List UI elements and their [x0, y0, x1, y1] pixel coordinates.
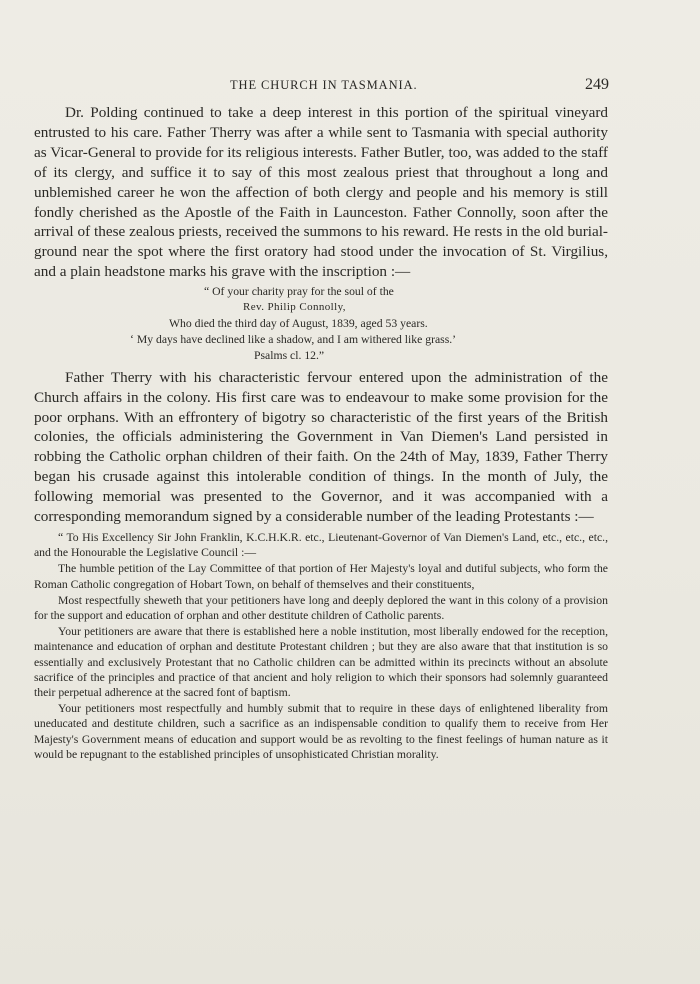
page-body — [34, 103, 608, 763]
memorial-paragraph: Your petitioners most respectfully and humbly submit that to require in these days of enlightened liberality from uneducated and destitute children, such a sacrifice as an indispensable condition to qualify them to receive from Her Majesty's Government means of education and support would be as revolting to the finest feelings of human nature as it would be repugnant to the established principles of unsophisticated Christian morality. — [34, 702, 608, 761]
headstone-inscription — [34, 284, 608, 364]
inscription-line-2: Rev. Philip Connolly, — [243, 301, 346, 314]
memorial-paragraph: The humble petition of the Lay Committee of that portion of Her Majesty's loyal and dutiful subjects, who form the Roman Catholic congregation of Hobart Town, on behalf of themselves and their constituents, — [34, 562, 608, 591]
memorial-paragraph: Your petitioners are aware that there is established here a noble institution, most liberally endowed for the reception, maintenance and education of orphan and destitute Protestant children ; but they are also aware that that institution is so essentially and exclusively Protestant that no Catholic children can be admitted within its precincts without an absolute sacrifice of the principles and practice of that ancient and holy religion to which their sponsors had solemnly guaranteed their perpetual adherence at the sacred font of baptism. — [34, 625, 608, 699]
running-head-title: THE CHURCH IN TASMANIA. — [230, 78, 418, 92]
inscription-line-4: ‘ My days have declined like a shadow, and I am withered like grass.’ — [130, 332, 457, 346]
memorial-address: “ To His Excellency Sir John Franklin, K.C.H.K.R. etc., Lieutenant-Governor of Van Diemen's Land, etc., etc., etc., and the Honourable the Legislative Council :— — [34, 530, 608, 560]
memorial-petition — [34, 530, 608, 762]
page-number: 249 — [585, 76, 609, 93]
inscription-line-1: “ Of your charity pray for the soul of the — [204, 285, 394, 299]
paragraph-therry: Father Therry with his characteristic fervour entered upon the administration of the Church affairs in the colony. His first care was to endeavour to make some provision for the poor orphans. With an effrontery of bigotry so characteristic of the first years of the British colonies, the officials administering the Government in Van Diemen's Land persisted in robbing the Catholic orphan children of their faith. On the 24th of May, 1839, Father Therry began his crusade against this intolerable condition of things. In the month of July, the following memorial was presented to the Governor, and it was accompanied with a corresponding memorandum signed by a considerable number of the leading Protestants :— — [34, 368, 608, 526]
inscription-line-3: Who died the third day of August, 1839, aged 53 years. — [169, 316, 428, 330]
inscription-line-5: Psalms cl. 12.” — [254, 348, 325, 362]
running-head — [0, 76, 700, 96]
paragraph-polding: Dr. Polding continued to take a deep interest in this portion of the spiritual vineyard entrusted to his care. Father Therry was after a while sent to Tasmania with special authority as Vicar-General to provide for its religious interests. Father Butler, too, was added to the staff of its clergy, and suffice it to say of this most zealous priest that throughout a long and unblemished career he won the affection of both clergy and people and his memory is still fondly cherished as the Apostle of the Faith in Launceston. Father Connolly, soon after the arrival of these zealous priests, received the summons to his reward. He rests in the old burial-ground near the spot where the first oratory had stood under the invocation of St. Virgilius, and a plain headstone marks his grave with the inscription :— — [34, 104, 608, 281]
memorial-paragraph: Most respectfully sheweth that your petitioners have long and deeply deplored the want in this colony of a provision for the support and education of orphan and other destitute children of Catholic parents. — [34, 593, 608, 622]
